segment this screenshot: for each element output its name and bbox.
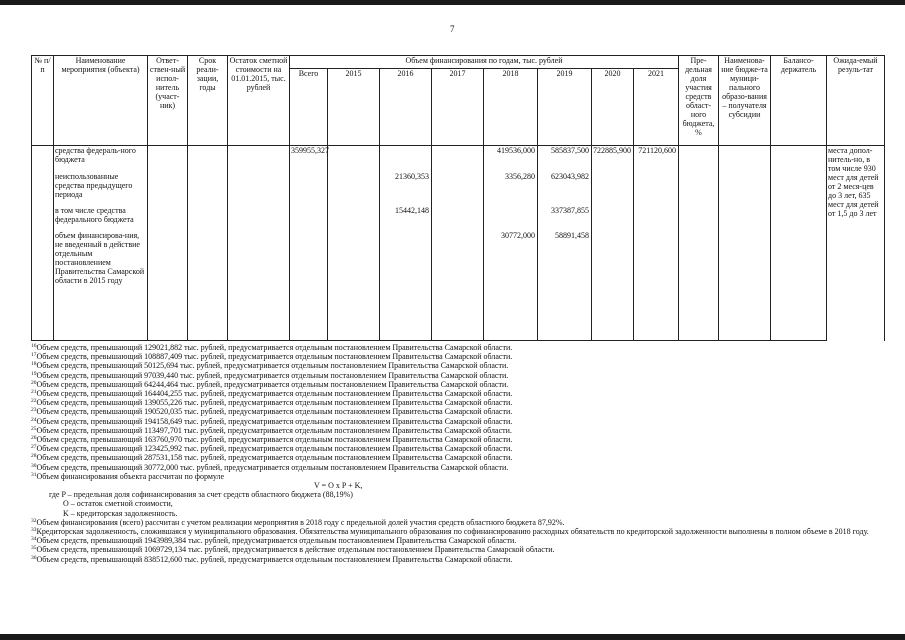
header-2021: 2021 xyxy=(634,69,679,146)
row-2021 xyxy=(634,231,679,341)
row-2018: 419536,000 xyxy=(484,146,538,172)
footnote: $^{17}$Объем средств, превышающий 108887,409 тыс. рублей, предусматривается отдельным постановлением Правительства Самарской области. xyxy=(31,352,513,362)
header-2018: 2018 xyxy=(484,69,538,146)
row-name: объем финансирова-ния, не введенный в действие отдельным постановлением Правительства Самарской области в 2015 году xyxy=(54,231,148,341)
header-holder: Балансо-держатель xyxy=(771,56,827,146)
header-term: Срок реали-зации, годы xyxy=(188,56,228,146)
header-2017: 2017 xyxy=(432,69,484,146)
row-2020 xyxy=(592,231,634,341)
bottom-border xyxy=(0,634,905,640)
formula-o: O – остаток сметной стоимости, xyxy=(63,499,173,509)
footnote: $^{33}$Кредиторская задолженность, сложившаяся у муниципального образования. Обязательства муниципального образования по софинансированию расходных обязательств по кредиторской задолженности выполнены в полном объеме в 2018 году. xyxy=(31,527,869,537)
row-total: 359955,327 xyxy=(290,146,328,172)
row-total xyxy=(290,206,328,231)
footnotes xyxy=(31,343,891,564)
row-2015 xyxy=(328,146,380,172)
row-2019: 623043,982 xyxy=(538,172,592,206)
footnote: $^{22}$Объем средств, превышающий 139055,226 тыс. рублей, предусматривается отдельным постановлением Правительства Самарской области. xyxy=(31,398,513,408)
header-share: Пре-дельная доля участия средств област-ного бюджета, % xyxy=(679,56,719,146)
row-2021 xyxy=(634,172,679,206)
row-2020: 722885,900 xyxy=(592,146,634,172)
formula-where: где P – предельная доля софинансирования за счет средств областного бюджета (88,19%) xyxy=(49,490,353,500)
header-budget-recipient: Наименова-ние бюдже-та муници-пального образо-вания – получателя субсидии xyxy=(719,56,771,146)
row-2019: 337387,855 xyxy=(538,206,592,231)
footnote: $^{32}$Объем финансирования (всего) рассчитан с учетом реализации мероприятия в 2018 году с предельной долей участия средств областного бюджета 87,92%. xyxy=(31,517,565,527)
formula: V = O x P + K, xyxy=(314,481,363,491)
footnote: $^{21}$Объем средств, превышающий 164404,255 тыс. рублей, предусматривается отдельным постановлением Правительства Самарской области. xyxy=(31,389,513,399)
table-row xyxy=(32,231,885,341)
footnote: $^{19}$Объем средств, превышающий 97039,440 тыс. рублей, предусматривается отдельным постановлением Правительства Самарской области. xyxy=(31,370,509,380)
footnote: $^{34}$Объем средств, превышающий 1943989,384 тыс. рублей, предусматривается отдельным постановлением Правительства Самарской области. xyxy=(31,536,517,546)
header-2019: 2019 xyxy=(538,69,592,146)
row-2018: 3356,280 xyxy=(484,172,538,206)
footnote: $^{23}$Объем средств, превышающий 190520,035 тыс. рублей, предусматривается отдельным постановлением Правительства Самарской области. xyxy=(31,407,513,417)
row-2019: 58891,458 xyxy=(538,231,592,341)
header-num: № п/п xyxy=(32,56,54,146)
row-2021: 721120,600 xyxy=(634,146,679,172)
row-2015 xyxy=(328,172,380,206)
footnote: $^{31}$Объем финансирования объекта рассчитан по формуле xyxy=(31,471,225,481)
row-2017 xyxy=(432,146,484,172)
row-2016 xyxy=(380,146,432,172)
row-name: неиспользованные средства предыдущего периода xyxy=(54,172,148,206)
footnote: $^{28}$Объем средств, превышающий 287531,158 тыс. рублей, предусматривается отдельным постановлением Правительства Самарской области. xyxy=(31,453,513,463)
row-name: в том числе средства федерального бюджета xyxy=(54,206,148,231)
top-border xyxy=(0,0,905,5)
row-2016 xyxy=(380,231,432,341)
row-2015 xyxy=(328,206,380,231)
table-row xyxy=(32,206,885,231)
footnote: $^{16}$Объем средств, превышающий 129021,882 тыс. рублей, предусматривается отдельным постановлением Правительства Самарской области. xyxy=(31,343,513,352)
row-2020 xyxy=(592,206,634,231)
row-2016: 15442,148 xyxy=(380,206,432,231)
row-total xyxy=(290,231,328,341)
footnote: $^{35}$Объем средств, превышающий 1069729,134 тыс. рублей, предусматривается в действие отдельным постановлением Правительства Самарской области. xyxy=(31,545,555,555)
header-name: Наименование мероприятия (объекта) xyxy=(54,56,148,146)
footnote: $^{25}$Объем средств, превышающий 113497,701 тыс. рублей, предусматривается отдельным постановлением Правительства Самарской области. xyxy=(31,425,512,435)
expected-result: места допол-нитель-но, в том числе 930 мест для детей от 2 меся-цев до 3 лет, 635 мест для детей от 1,5 до 3 лет xyxy=(827,146,885,341)
header-2015: 2015 xyxy=(328,69,380,146)
row-2015 xyxy=(328,231,380,341)
footnote: $^{26}$Объем средств, превышающий 163760,970 тыс. рублей, предусматривается отдельным постановлением Правительства Самарской области. xyxy=(31,435,513,445)
header-result: Ожида-емый резуль-тат xyxy=(827,56,885,146)
header-2020: 2020 xyxy=(592,69,634,146)
row-2021 xyxy=(634,206,679,231)
row-total xyxy=(290,172,328,206)
funding-table xyxy=(31,55,885,341)
header-responsible: Ответ-ствен-ный испол-нитель (участ-ник) xyxy=(148,56,188,146)
footnote: $^{30}$Объем средств, превышающий 30772,000 тыс. рублей, предусматривается отдельным постановлением Правительства Самарской области. xyxy=(31,462,509,472)
footnote: $^{18}$Объем средств, превышающий 50125,694 тыс. рублей, предусматривается отдельным постановлением Правительства Самарской области. xyxy=(31,361,509,371)
row-2016: 21360,353 xyxy=(380,172,432,206)
row-2017 xyxy=(432,172,484,206)
row-2019: 585837,500 xyxy=(538,146,592,172)
formula-k: K – кредиторская задолженность. xyxy=(63,508,178,518)
row-name: средства федераль-ного бюджета xyxy=(54,146,148,172)
footnote: $^{36}$Объем средств, превышающий 838512,600 тыс. рублей, предусматривается отдельным постановлением Правительства Самарской области. xyxy=(31,554,513,564)
row-2020 xyxy=(592,172,634,206)
page-number: 7 xyxy=(450,24,455,34)
row-2017 xyxy=(432,231,484,341)
footnote: $^{27}$Объем средств, превышающий 123425,992 тыс. рублей, предусматривается отдельным постановлением Правительства Самарской области. xyxy=(31,444,513,454)
header-2016: 2016 xyxy=(380,69,432,146)
row-2018: 30772,000 xyxy=(484,231,538,341)
footnote: $^{20}$Объем средств, превышающий 64244,464 тыс. рублей, предусматривается отдельным постановлением Правительства Самарской области. xyxy=(31,379,509,389)
table-row xyxy=(32,172,885,206)
header-total: Всего xyxy=(290,69,328,146)
header-funding-group: Объем финансирования по годам, тыс. рублей xyxy=(290,56,679,69)
footnote: $^{24}$Объем средств, превышающий 194158,649 тыс. рублей, предусматривается отдельным постановлением Правительства Самарской области. xyxy=(31,416,513,426)
table-row xyxy=(32,146,885,172)
row-2017 xyxy=(432,206,484,231)
header-remainder: Остаток сметной стоимости на 01.01.2015, тыс. рублей xyxy=(228,56,290,146)
row-2018 xyxy=(484,206,538,231)
